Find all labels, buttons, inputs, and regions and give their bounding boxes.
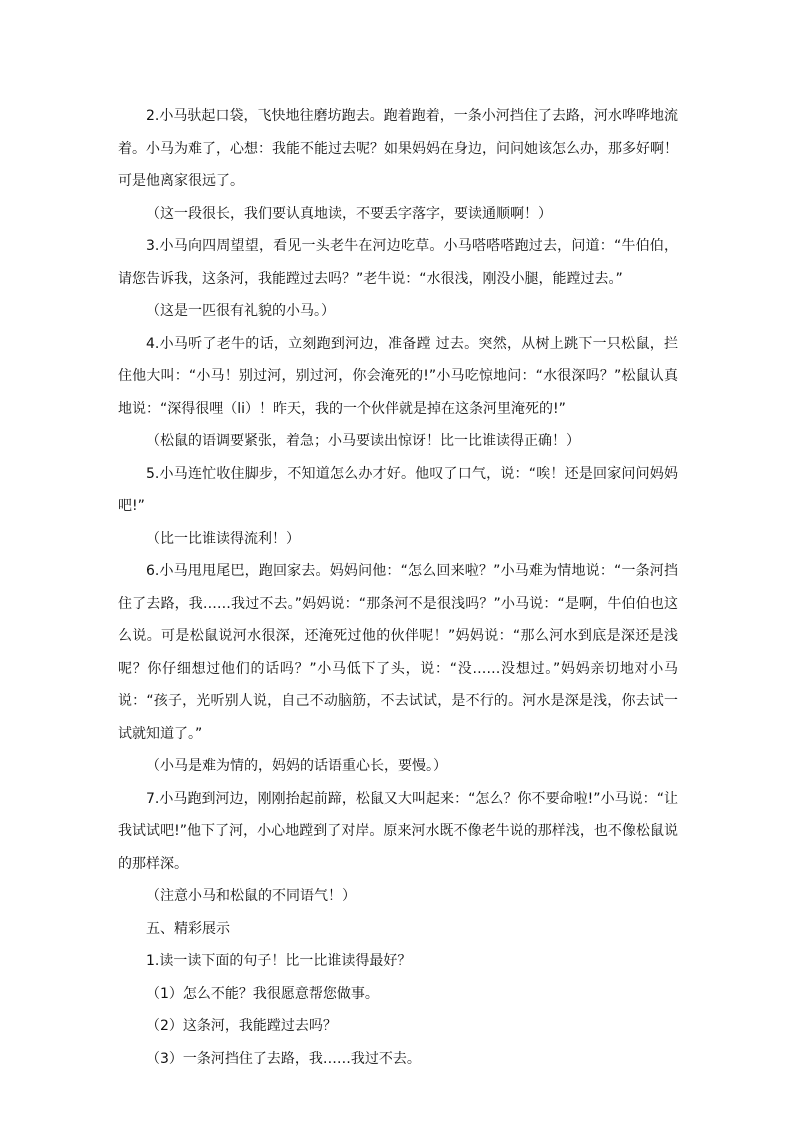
- document-body: [118, 100, 678, 1075]
- paragraph-2: 2.小马驮起口袋，飞快地往磨坊跑去。跑着跑着，一条小河挡住了去路，河水哗哗地流着。小马为难了，心想：我能不能过去呢？如果妈妈在身边，问问她该怎么办，那多好啊！可是他离家很远了。: [118, 108, 678, 189]
- section-heading: 五、精彩展示: [146, 920, 230, 937]
- exercise-sentence-3: （3）一条河挡住了去路，我……我过不去。: [146, 1050, 421, 1067]
- exercise-sentence-2: （2）这条河，我能蹚过去吗？: [146, 1018, 337, 1034]
- reading-note-3: （松鼠的语调要紧张，着急；小马要读出惊讶！比一比谁读得正确！）: [146, 433, 580, 449]
- reading-note-5: （小马是难为情的，妈妈的话语重心长，要慢。）: [146, 758, 447, 774]
- reading-note-4: （比一比谁读得流利！）: [146, 530, 300, 547]
- paragraph-4: 4.小马听了老牛的话，立刻跑到河边，准备蹚 过去。突然，从树上跳下一只松鼠，拦住他大叫：“小马！别过河，别过河，你会淹死的!”小马吃惊地问：“水很深吗？”松鼠认真地说：“深得很哩（li）！昨天，我的一个伙伴就是掉在这条河里淹死的!”: [118, 335, 678, 417]
- paragraph-7: 7.小马跑到河边，刚刚抬起前蹄，松鼠又大叫起来：“怎么？你不要命啦!”小马说：“让我试试吧!”他下了河，小心地蹚到了对岸。原来河水既不像老牛说的那样浅，也不像松鼠说的那样深。: [118, 790, 678, 872]
- paragraph-3: 3.小马向四周望望，看见一头老牛在河边吃草。小马嗒嗒嗒跑过去，问道：“牛伯伯，请您告诉我，这条河，我能蹚过去吗？”老牛说：“水很浅，刚没小腿，能蹚过去。”: [118, 238, 678, 287]
- exercise-prompt: 1.读一读下面的句子！比一比谁读得最好？: [146, 953, 412, 969]
- paragraph-5: 5.小马连忙收住脚步，不知道怎么办才好。他叹了口气，说：“唉！还是回家问问妈妈吧!”: [118, 465, 678, 514]
- reading-note-1: （这一段很长，我们要认真地读，不要丢字落字，要读通顺啊！）: [146, 205, 552, 222]
- reading-note-2: （这是一匹很有礼貌的小马。）: [146, 303, 335, 319]
- exercise-sentence-1: （1）怎么不能？我很愿意帮您做事。: [146, 985, 379, 1002]
- reading-note-6: （注意小马和松鼠的不同语气！）: [146, 888, 356, 904]
- paragraph-6: 6.小马甩甩尾巴，跑回家去。妈妈问他：“怎么回来啦？”小马难为情地说：“一条河挡住了去路，我……我过不去。”妈妈说：“那条河不是很浅吗？”小马说：“是啊，牛伯伯也这么说。可是松鼠说河水很深，还淹死过他的伙伴呢！”妈妈说：“那么河水到底是深还是浅呢？你仔细想过他们的话吗？”小马低下了头，说：“没……没想过。”妈妈亲切地对小马说：“孩子，光听别人说，自己不动脑筋，不去试试，是不行的。河水是深是浅，你去试一试就知道了。”: [118, 563, 678, 742]
